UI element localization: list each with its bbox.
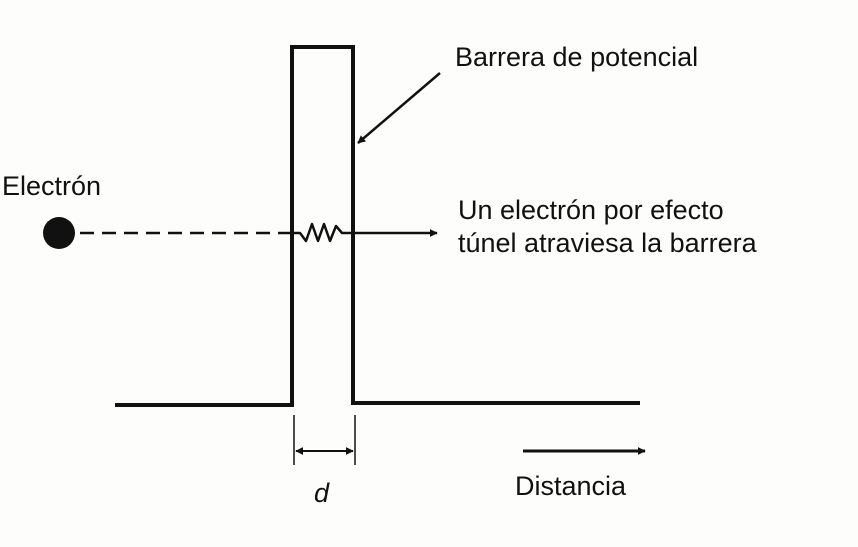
- potential-profile-line: [115, 47, 640, 405]
- barrier-pointer-arrow: [358, 73, 440, 143]
- barrier-label: Barrera de potencial: [455, 42, 699, 72]
- tunneling-caption-line2: túnel atraviesa la barrera: [458, 228, 757, 258]
- electron-label: Electrón: [2, 171, 102, 201]
- width-label: d: [314, 478, 330, 508]
- tunneling-caption-line1: Un electrón por efecto: [458, 195, 724, 225]
- electron-dot: [43, 217, 75, 249]
- distance-label: Distancia: [515, 471, 627, 501]
- tunneling-zigzag: [292, 224, 353, 241]
